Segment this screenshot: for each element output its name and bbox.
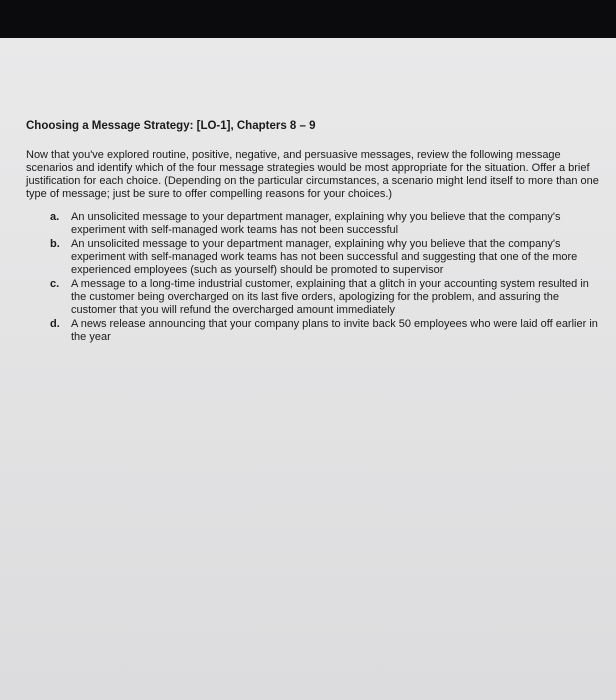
- list-item-text: An unsolicited message to your department manager, explaining why you believe that the company's experiment with self-managed work teams has not been successful and suggesting that one of the more experienced employees (such as yourself) should be promoted to supervisor: [71, 238, 578, 276]
- list-item-text: A message to a long-time industrial customer, explaining that a glitch in your accounting system resulted in the customer being overcharged on its last five orders, apologizing for the problem, and assuring the customer that you will refund the overcharged amount immediately: [71, 278, 589, 316]
- page-title: Choosing a Message Strategy: [LO-1], Chapters 8 – 9: [26, 120, 316, 132]
- screen-bezel: [0, 0, 616, 38]
- document-content: [26, 120, 600, 345]
- list-item: [26, 211, 600, 237]
- list-marker: d.: [50, 318, 60, 330]
- list-marker: a.: [50, 211, 60, 223]
- list-item: [26, 318, 600, 344]
- list-item-text: An unsolicited message to your department manager, explaining why you believe that the company's experiment with self-managed work teams has not been successful: [71, 211, 561, 236]
- list-marker: c.: [50, 278, 60, 290]
- list-item: [26, 278, 600, 317]
- scenario-list: [26, 211, 600, 344]
- list-item: [26, 238, 600, 277]
- list-marker: b.: [50, 238, 60, 250]
- list-item-text: A news release announcing that your company plans to invite back 50 employees who were laid off earlier in the year: [71, 318, 598, 343]
- intro-paragraph: Now that you've explored routine, positive, negative, and persuasive messages, review the following message scenarios and identify which of the four message strategies would be most appropriate for the situation. Offer a brief justification for each choice. (Depending on the particular circumstances, a scenario might lend itself to more than one type of message; just be sure to offer compelling reasons for your choices.): [26, 149, 599, 200]
